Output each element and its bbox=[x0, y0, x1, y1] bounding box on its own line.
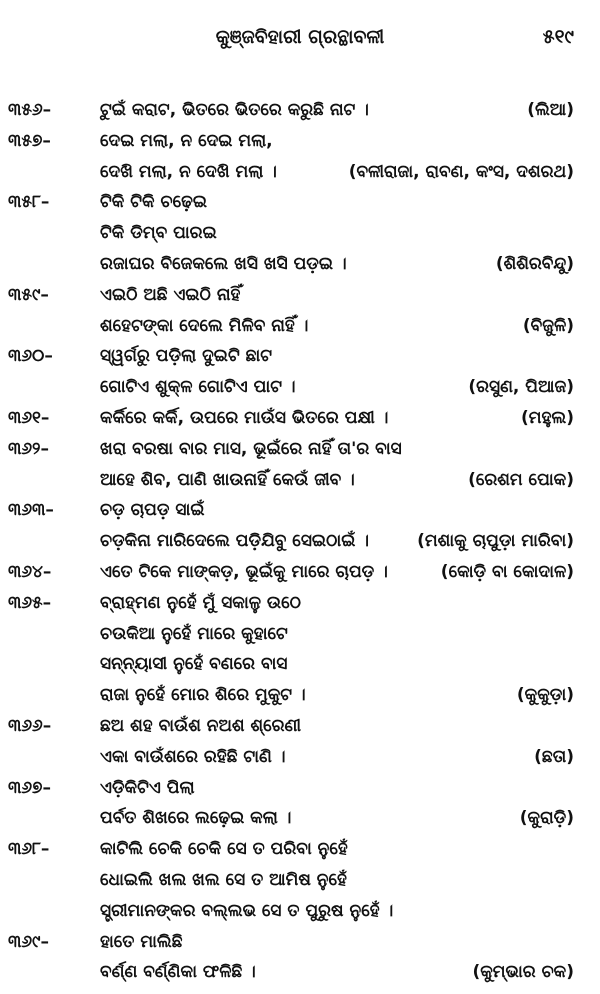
riddle-text: ସ୍ତ୍ରୀମାନଙ୍କର ବଲ୍ଲଭ ସେ ତ ପୁରୁଷ ନୁହେଁ । bbox=[100, 900, 394, 921]
riddle-answer: (ମହୁଲ) bbox=[521, 408, 574, 428]
riddle-text: ଟିକି ଡିମ୍ବ ପାରଇ bbox=[100, 223, 217, 244]
riddle-answer: (ବଳୀରାଜା, ରାବଣ, କଂସ, ଦଶରଥ) bbox=[348, 161, 574, 182]
riddle-line bbox=[0, 589, 600, 621]
riddle-line bbox=[0, 527, 600, 559]
riddle-answer: (ଲିଆ) bbox=[527, 100, 574, 120]
page-number: ୫୧୯ bbox=[542, 26, 574, 48]
riddle-line bbox=[0, 219, 600, 251]
riddle-line bbox=[0, 466, 600, 498]
riddle-line bbox=[0, 804, 600, 836]
riddle-text: ଏକା ବାଉଁଶରେ ରହିଛି ଟାଣି । bbox=[100, 746, 286, 767]
riddle-line bbox=[0, 342, 600, 374]
riddle-answer: (କୁରାଡ଼ି) bbox=[519, 808, 574, 829]
riddle-text: କର୍କିରେ କର୍କି, ଉପରେ ମାଉଁସ ଭିତରେ ପକ୍ଷୀ । bbox=[100, 408, 389, 428]
riddle-line bbox=[0, 373, 600, 405]
riddle-number: ୩୬୯– bbox=[8, 931, 49, 952]
riddle-answer: (ଛତା) bbox=[534, 746, 574, 767]
riddle-number: ୩୬୨– bbox=[8, 438, 50, 459]
riddle-line bbox=[0, 712, 600, 744]
riddle-text: ଏତେ ଟିକେ ମାଙ୍କଡ଼, ଭୂଇଁକୁ ମାରେ ଚାପଡ଼ । bbox=[100, 562, 388, 582]
riddle-text: ଖରା ବରଷା ବାର ମାସ, ଭୂଇଁରେ ନାହିଁ ତା'ର ବାସ bbox=[100, 438, 402, 459]
riddle-text: ରାଜା ନୁହେଁ ମୋର ଶିରେ ମୁକୁଟ । bbox=[100, 685, 306, 706]
riddle-number: ୩୬୫– bbox=[8, 592, 52, 613]
riddle-text: ଟୁଇଁ କରାଟ, ଭିତରେ ଭିତରେ କରୁଛି ନାଟ । bbox=[100, 100, 369, 120]
riddle-answer: (ଶିଶିରବିନ୍ଦୁ) bbox=[495, 254, 574, 274]
riddle-text: ଚଉକିଆ ନୁହେଁ ମାରେ କୁହାଟେ bbox=[100, 623, 288, 644]
riddle-text: ଚଡ଼ ଚାପଡ଼ ସାଇଁ bbox=[100, 500, 205, 521]
riddle-answer: (ରସୁଣ, ପିଆଜ) bbox=[468, 377, 574, 398]
riddle-text: ବର୍ଣ୍ଣ ବର୍ଣ୍ଣିକା ଫଳିଛି । bbox=[100, 962, 256, 983]
riddle-line bbox=[0, 435, 600, 467]
riddle-answer: (ମଶାକୁ ଚାପୁଡ଼ା ମାରିବା) bbox=[417, 531, 574, 552]
book-title: କୁଞ୍ଜବିହାରୀ ଗ୍ରନ୍ଥାବଳୀ bbox=[215, 26, 385, 48]
riddle-text: ଗୋଟିଏ ଶୁକ୍ଳ ଗୋଟିଏ ପାଟ । bbox=[100, 377, 296, 398]
riddle-text: ଛଅ ଶହ ବାଉଁଶ ନଅଶ ଶ୍ରେଣୀ bbox=[100, 716, 302, 736]
riddle-text: ଶହେଟଙ୍କା ଦେଲେ ମିଳିବ ନାହିଁ । bbox=[100, 315, 309, 336]
riddle-text: ସନ୍ନ୍ୟାସୀ ନୁହେଁ ବଣରେ ବାସ bbox=[100, 654, 288, 675]
riddle-number: ୩୬୬– bbox=[8, 716, 52, 736]
riddle-line bbox=[0, 774, 600, 806]
riddle-line bbox=[0, 188, 600, 220]
riddle-text: କାଟିଲି ଚେକି ଚେକି ସେ ତ ପରିବା ନୁହେଁ bbox=[100, 839, 348, 860]
riddle-text: ଆହେ ଶିବ, ପାଣି ଖାଉନାହିଁ କେଉଁ ଜୀବ । bbox=[100, 469, 355, 490]
riddle-line bbox=[0, 312, 600, 344]
riddle-number: ୩୬୪– bbox=[8, 562, 52, 582]
riddle-line bbox=[0, 96, 600, 128]
riddle-text: ଦେଖି ମଲା, ନ ଦେଖି ମଲା । bbox=[100, 161, 277, 182]
riddle-answer: (ରେଶମ ପୋକ) bbox=[468, 469, 574, 490]
riddle-line bbox=[0, 835, 600, 867]
riddle-text: ବ୍ରାହ୍ମଣ ନୁହେଁ ମୁଁ ସକାଳୁ ଉଠେ bbox=[100, 592, 301, 613]
riddle-text: ଟିକି ଟିକି ଚଢ଼େଇ bbox=[100, 192, 208, 213]
riddle-line bbox=[0, 496, 600, 528]
riddle-number: ୩୬୩– bbox=[8, 500, 54, 521]
riddle-text: ଏଇଠି ଅଛି ଏଇଠି ନାହିଁ bbox=[100, 284, 241, 305]
riddle-line bbox=[0, 250, 600, 282]
riddle-number: ୩୬୭– bbox=[8, 777, 51, 798]
riddle-text: ଚଡ଼କିନା ମାରିଦେଲେ ପଡ଼ିଯିବୁ ସେଇଠାଇଁ । bbox=[100, 531, 369, 552]
riddle-text: ରଜାଘର ବିଜେକଲେ ଖସି ଖସି ପଡ଼ଇ । bbox=[100, 254, 347, 274]
riddle-number: ୩୬୮– bbox=[8, 839, 50, 860]
riddle-number: ୩୫୮– bbox=[8, 192, 50, 213]
riddle-answer: (ବିଜୁଳି) bbox=[522, 315, 574, 336]
riddle-answer: (କୋଡ଼ି ବା କୋଦାଳ) bbox=[440, 562, 574, 582]
riddle-text: ହାତେ ମାଲିଛି bbox=[100, 931, 183, 952]
riddle-line bbox=[0, 681, 600, 713]
riddle-number: ୩୫୯– bbox=[8, 284, 49, 305]
riddle-text: ସ୍ୱର୍ଗରୁ ପଡ଼ିଲା ଦୁଇଟି ଛାଟ bbox=[100, 346, 273, 367]
riddle-number: ୩୫୭– bbox=[8, 130, 51, 151]
riddle-number: ୩୬୦– bbox=[8, 346, 53, 367]
riddle-line bbox=[0, 928, 600, 960]
riddle-answer: (କୁମ୍ଭାର ଚକ) bbox=[472, 962, 574, 983]
riddle-line bbox=[0, 743, 600, 775]
riddle-text: ଦେଇ ମଲା, ନ ଦେଇ ମଲା, bbox=[100, 130, 273, 151]
riddle-line bbox=[0, 897, 600, 929]
riddle-line bbox=[0, 650, 600, 682]
riddle-line bbox=[0, 404, 600, 436]
riddle-line bbox=[0, 558, 600, 590]
riddle-text: ଧୋଇଲି ଖଲ ଖଲ ସେ ତ ଆମିଷ ନୁହେଁ bbox=[100, 870, 347, 890]
riddle-text: ପର୍ବତ ଶିଖରେ ଲଢ଼େଇ କଲା । bbox=[100, 808, 292, 829]
riddle-line bbox=[0, 958, 600, 990]
riddle-answer: (କୁକୁଡ଼ା) bbox=[516, 685, 574, 706]
riddle-number: ୩୬୧– bbox=[8, 408, 50, 428]
riddle-line bbox=[0, 866, 600, 898]
riddle-line bbox=[0, 127, 600, 159]
riddle-line bbox=[0, 158, 600, 190]
riddle-number: ୩୫୬– bbox=[8, 100, 52, 120]
riddle-text: ଏଡ଼ିକିଟିଏ ପିଲା bbox=[100, 777, 195, 798]
page-header bbox=[0, 16, 600, 58]
riddle-line bbox=[0, 281, 600, 313]
riddle-line bbox=[0, 620, 600, 652]
